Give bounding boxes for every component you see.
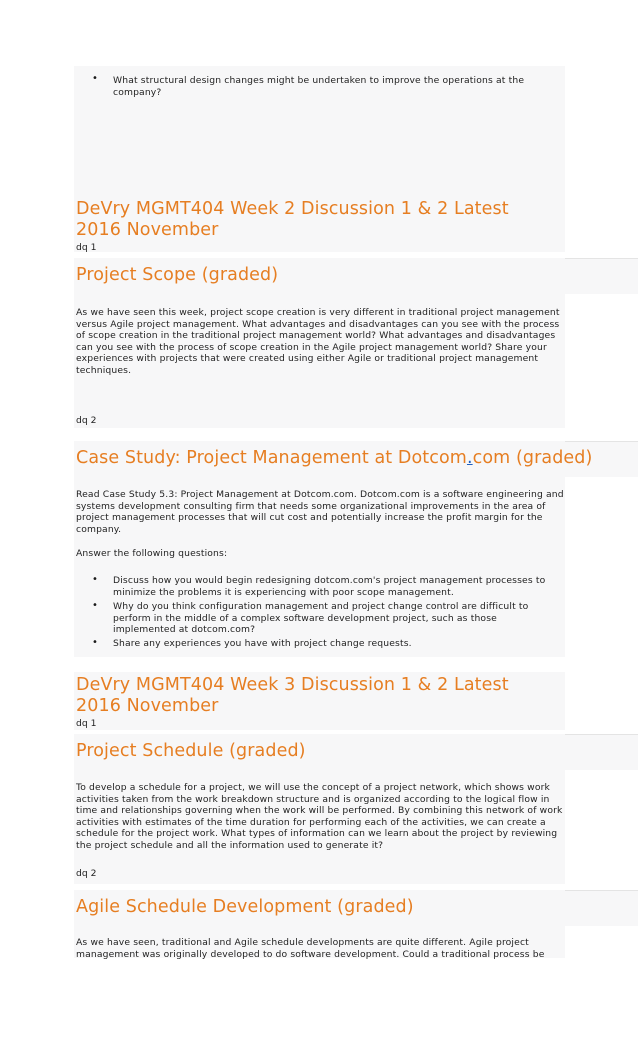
case-title-part-a: Case Study: Project Management at Dotcom — [76, 448, 467, 468]
bullet-icon: • — [92, 600, 98, 611]
divider — [565, 734, 638, 735]
shade-block-blank — [74, 112, 565, 198]
divider — [565, 890, 638, 891]
week3-heading: DeVry MGMT404 Week 3 Discussion 1 & 2 Latest 2016 November — [76, 675, 509, 716]
case-title-part-b: com (graded) — [472, 448, 593, 468]
week2-dq1: dq 1 — [76, 242, 97, 253]
case-bullet-2: Why do you think configuration management and project change control are difficult to perform in the middle of a complex software development project, such as those implemented at dotcom.com? — [113, 601, 529, 636]
week2-heading: DeVry MGMT404 Week 2 Discussion 1 & 2 Latest 2016 November — [76, 199, 509, 240]
scope-title: Project Scope (graded) — [76, 265, 279, 285]
bullet-icon: • — [92, 73, 98, 84]
structural-question: What structural design changes might be undertaken to improve the operations at the company? — [113, 75, 525, 98]
agile-title: Agile Schedule Development (graded) — [76, 897, 414, 917]
week2-dq2: dq 2 — [76, 415, 97, 426]
divider — [565, 258, 638, 259]
bullet-icon: • — [92, 574, 98, 585]
case-bullet-1: Discuss how you would begin redesigning dotcom.com's project management processes to minimize the problems it is experiencing with poor scope management. — [113, 575, 546, 598]
schedule-title: Project Schedule (graded) — [76, 741, 306, 761]
case-title-link[interactable]: . — [466, 448, 473, 468]
case-study-title — [76, 448, 592, 469]
agile-body: As we have seen, traditional and Agile schedule developments are quite different. Agile project management was originally developed to do software development. Could a traditional process be — [76, 937, 545, 960]
week3-dq2: dq 2 — [76, 868, 97, 879]
answer-intro: Answer the following questions: — [76, 548, 228, 559]
case-bullet-3: Share any experiences you have with project change requests. — [113, 638, 412, 649]
case-study-body: Read Case Study 5.3: Project Management at Dotcom.com. Dotcom.com is a software engineering and systems development consulting firm that needs some organizational improvements in the area of project management processes that will cut cost and potentially increase the profit margin for the company. — [76, 489, 564, 535]
bullet-icon: • — [92, 637, 98, 648]
scope-body: As we have seen this week, project scope creation is very different in traditional project management versus Agile project management. What advantages and disadvantages can you see with the process of scope creation in the traditional project management world? What advantages and disadvantages can you see with the process of scope creation in the Agile project management world? Share your experiences with projects that were created using either Agile or traditional project management techniques. — [76, 307, 560, 376]
week3-dq1: dq 1 — [76, 718, 97, 729]
divider — [565, 441, 638, 442]
schedule-body: To develop a schedule for a project, we will use the concept of a project network, which shows work activities taken from the work breakdown structure and is organized according to the logical flow in time and relationships governing when the work will be performed. By combining this network of work activities with estimates of the time duration for performing each of the activities, we can create a schedule for the project work. What types of information can we learn about the project by reviewing the project schedule and all the information used to generate it? — [76, 782, 563, 851]
